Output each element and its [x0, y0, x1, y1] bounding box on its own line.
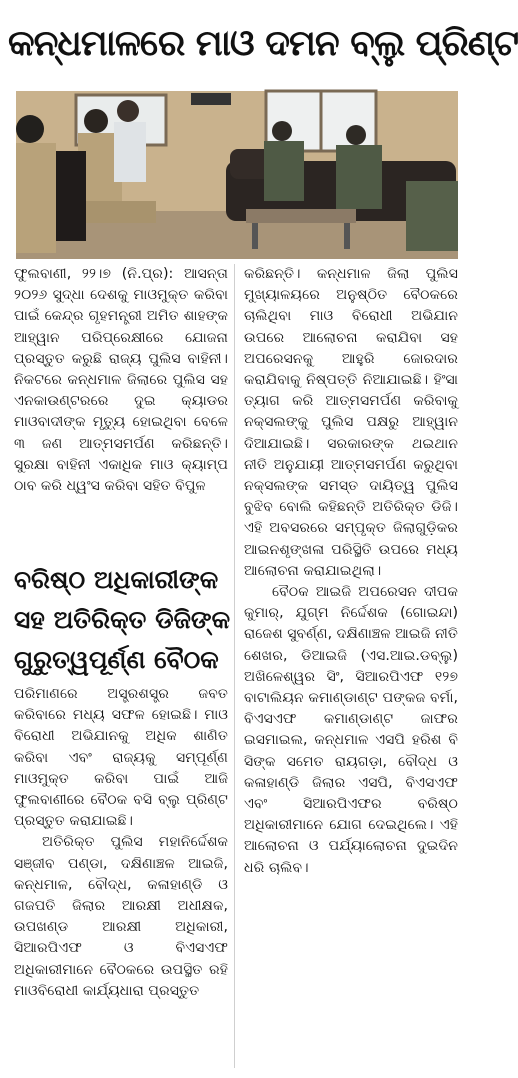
news-photo — [16, 91, 458, 259]
column-divider — [234, 264, 235, 1068]
headline: କନ୍ଧମାଳରେ ମାଓ ଦମନ ବ୍ଲୁ ପ୍ରିଣ୍ଟ — [8, 23, 518, 64]
article-paragraph: ପରିମାଣରେ ଅସ୍ତ୍ରଶସ୍ତ୍ର ଜବତ କରିବାରେ ମଧ୍ୟ ସଫଳ ହୋଇଛି। ମାଓ ବିରୋଧୀ ଅଭିଯାନକୁ ଅଧିକ ଶାଣିତ କରିବା ଏବଂ ରାଜ୍ୟକୁ ସମ୍ପୂର୍ଣ୍ଣ ମାଓମୁକ୍ତ କରିବା ପାଇଁ ଆଜି ଫୁଲବାଣୀରେ ବୈଠକ ବସି ବ୍ଲୁ ପ୍ରିଣ୍ଟ ପ୍ରସ୍ତୁତ କରାଯାଇଛି। — [14, 686, 228, 830]
subheadline — [14, 560, 231, 680]
article-paragraph: କରିଛନ୍ତି। କନ୍ଧମାଳ ଜିଲା ପୁଲିସ ମୁଖ୍ୟାଳୟରେ ଅନୁଷ୍ଠିତ ବୈଠକରେ ଚାଲିଥିବା ମାଓ ବିରୋଧୀ ଅଭିଯାନ ଉପରେ ଆଲୋଚନା କରାଯିବା ସହ ଅପରେସନକୁ ଆହୁରି ଜୋରଦାର କରାଯିବାକୁ ନିଷ୍ପତ୍ତି ନିଆଯାଇଛି। ହିଂସା ତ୍ୟାଗ କରି ଆତ୍ମସମର୍ପଣ କରିବାକୁ ନକ୍ସଲଙ୍କୁ ପୁଲିସ ପକ୍ଷରୁ ଆହ୍ୱାନ ଦିଆଯାଇଛି। ସରକାରଙ୍କ ଥଇଥାନ ନୀତି ଅନୁଯାୟୀ ଆତ୍ମସମର୍ପଣ କରୁଥିବା ନକ୍ସଲଙ୍କ ସମସ୍ତ ଦାୟିତ୍ୱ ପୁଲିସ ବୁଝିବ ବୋଲି କହିଛନ୍ତି ଅତିରିକ୍ତ ଡିଜି। ଏହି ଅବସରରେ ସମ୍ପୃକ୍ତ ଜିଲାଗୁଡ଼ିକର ଆଇନଶୃଙ୍ଖଳା ପରିସ୍ଥିତି ଉପରେ ମଧ୍ୟ ଆଲୋଚନା କରାଯାଇଥିଲା। — [244, 266, 458, 579]
article-column-right — [244, 264, 458, 879]
subheadline-line: ସହ ଅତିରିକ୍ତ ଡିଜିଙ୍କ — [14, 605, 231, 634]
subheadline-line: ବରିଷ୍ଠ ଅଧିକାରୀଙ୍କ — [14, 565, 219, 594]
photo-meeting-room-icon — [16, 91, 458, 259]
article-paragraph: ଅତିରିକ୍ତ ପୁଲିସ ମହାନିର୍ଦ୍ଦେଶକ ସଞ୍ଜୀବ ପଣ୍ଡା, ଦକ୍ଷିଣାଞ୍ଚଳ ଆଇଜି, କନ୍ଧମାଳ, ବୌଦ୍ଧ, କଳାହାଣ୍ଡି ଓ ଗଜପତି ଜିଲାର ଆରକ୍ଷୀ ଅଧୀକ୍ଷକ, ଉପଖଣ୍ଡ ଆରକ୍ଷୀ ଅଧିକାରୀ, ସିଆରପିଏଫ ଓ ବିଏସଏଫ ଅଧିକାରୀମାନେ ବୈଠକରେ ଉପସ୍ଥିତ ରହି ମାଓବିରୋଧୀ କାର୍ଯ୍ୟଧାରା ପ୍ରସ୍ତୁତ — [14, 834, 228, 999]
article-paragraph: ଫୁଲବାଣୀ, ୨୨।୭ (ନି.ପ୍ର): ଆସନ୍ତା ୨୦୨୬ ସୁଦ୍ଧା ଦେଶକୁ ମାଓମୁକ୍ତ କରିବା ପାଇଁ କେନ୍ଦ୍ର ଗୃହମନ୍ତ୍ରୀ ଅମିତ ଶାହଙ୍କ ଆହ୍ୱାନ ପରିପ୍ରେକ୍ଷୀରେ ଯୋଜନା ପ୍ରସ୍ତୁତ କରୁଛି ରାଜ୍ୟ ପୁଲିସ ବାହିନୀ। ନିକଟରେ କନ୍ଧମାଳ ଜିଲାରେ ପୁଲିସ ସହ ଏନକାଉଣ୍ଟରରେ ଦୁଇ କ୍ୟାଡର ମାଓବାଦୀଙ୍କ ମୃତ୍ୟୁ ହୋଇଥିବା ବେଳେ ୩ ଜଣ ଆତ୍ମସମର୍ପଣ କରିଛନ୍ତି। ସୁରକ୍ଷା ବାହିନୀ ଏକାଧିକ ମାଓ କ୍ୟାମ୍ପ ଠାବ କରି ଧ୍ୱଂସ କରିବା ସହିତ ବିପୁଳ — [14, 266, 228, 495]
article-paragraph: ବୈଠକ ଆଇଜି ଅପରେସନ ଦୀପକ କୁମାର୍, ଯୁଗ୍ମ ନିର୍ଦ୍ଦେଶକ (ଗୋଇନ୍ଦା) ରାଜେଶ ସୁବର୍ଣ୍ଣ, ଦକ୍ଷିଣାଞ୍ଚଳ ଆଇଜି ନୀତି ଶେଖର, ଡିଆଇଜି (ଏସ.ଆଇ.ଡବ୍ଲୁ) ଅଖିଳେଶ୍ୱର ସିଂ, ସିଆରପିଏଫ ୧୨୭ ବାଟାଲିୟନ କମାଣ୍ଡାଣ୍ଟ ପଙ୍କଜ ବର୍ମା, ବିଏସଏଫ କମାଣ୍ଡାଣ୍ଟ ଜାଫର ଇସମାଇଲ, କନ୍ଧମାଳ ଏସପି ହରିଶ ବି ସିଙ୍କ ସମେତ ରାୟଗଡ଼ା, ବୌଦ୍ଧ ଓ କଳାହାଣ୍ଡି ଜିଲାର ଏସପି, ବିଏସଏଫ ଏବଂ ସିଆରପିଏଫର ବରିଷ୍ଠ ଅଧିକାରୀମାନେ ଯୋଗ ଦେଇଥିଲେ। ଏହି ଆଲୋଚନା ଓ ପର୍ଯ୍ୟାଲୋଚନା ଦୁଇଦିନ ଧରି ଚାଲିବ। — [244, 584, 458, 876]
subheadline-line: ଗୁରୁତ୍ୱପୂର୍ଣ୍ଣ ବୈଠକ — [14, 645, 219, 674]
